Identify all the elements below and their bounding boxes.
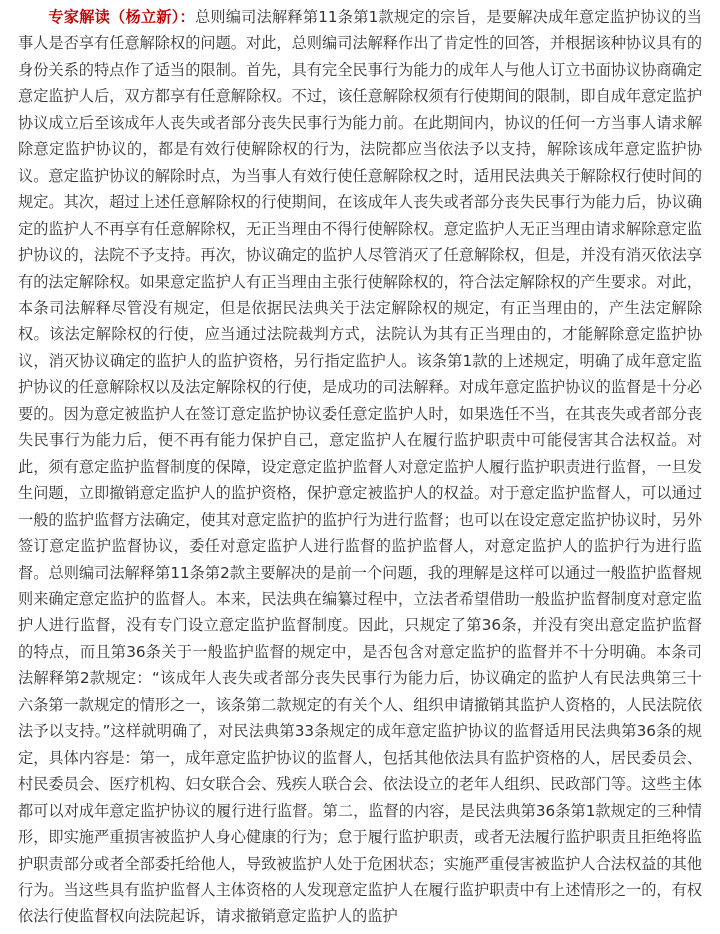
- article-paragraph: [18, 4, 702, 930]
- expert-interpretation-label: 专家解读（杨立新）：: [48, 8, 195, 26]
- article-body-text: 总则编司法解释第11条第1款规定的宗旨，是要解决成年意定监护协议的当事人是否享有任意解除权的问题。对此，总则编司法解释作出了肯定性的回答，并根据该种协议具有的身份关系的特点作了适当的限制。首先，具有完全民事行为能力的成年人与他人订立书面协议协商确定意定监护人后，双方都享有任意解除权。不过，该任意解除权须有行使期间的限制，即自成年意定监护协议成立后至该成年人丧失或者部分丧失民事行为能力前。在此期间内，协议的任何一方当事人请求解除意定监护协议的，都是有效行使解除权的行为，法院都应当依法予以支持，解除该成年意定监护协议。意定监护协议的解除时点，为当事人有效行使任意解除权之时，适用民法典关于解除权行使时间的规定。其次，超过上述任意解除权的行使期间，在该成年人丧失或者部分丧失民事行为能力后，协议确定的监护人不再享有任意解除权，无正当理由不得行使解除权。意定监护人无正当理由请求解除意定监护协议的，法院不予支持。再次，协议确定的监护人尽管消灭了任意解除权，但是，并没有消灭依法享有的法定解除权。如果意定监护人有正当理由主张行使解除权的，符合法定解除权的产生要求。对此，本条司法解释尽管没有规定，但是依据民法典关于法定解除权的规定，有正当理由的，产生法定解除权。该法定解除权的行使，应当通过法院裁判方式，法院认为其有正当理由的，才能解除意定监护协议，消灭协议确定的监护人的监护资格，另行指定监护人。该条第1款的上述规定，明确了成年意定监护协议的任意解除权以及法定解除权的行使，是成功的司法解释。对成年意定监护协议的监督是十分必要的。因为意定被监护人在签订意定监护协议委任意定监护人时，如果选任不当，在其丧失或者部分丧失民事行为能力后，便不再有能力保护自己，意定监护人在履行监护职责中可能侵害其合法权益。对此，须有意定监护监督制度的保障，设定意定监护监督人对意定监护人履行监护职责进行监督，一旦发生问题，立即撤销意定监护人的监护资格，保护意定被监护人的权益。对于意定监护监督人，可以通过一般的监护监督方法确定，使其对意定监护的监护行为进行监督；也可以在设定意定监护协议时，另外签订意定监护监督协议，委任对意定监护人进行监督的监护监督人，对意定监护人的监护行为进行监督。总则编司法解释第11条第2款主要解决的是前一个问题，我的理解是这样可以通过一般监护监督规则来确定意定监护的监督人。本来，民法典在编纂过程中，立法者希望借助一般监护监督制度对意定监护人进行监督，没有专门设立意定监护监督制度。因此，只规定了第36条，并没有突出意定监护监督的特点，而且第36条关于一般监护监督的规定中，是否包含对意定监护的监督并不十分明确。本条司法解释第2款规定：“该成年人丧失或者部分丧失民事行为能力后，协议确定的监护人有民法典第三十六条第一款规定的情形之一，该条第二款规定的有关个人、组织申请撤销其监护人资格的，人民法院依法予以支持。”这样就明确了，对民法典第33条规定的成年意定监护协议的监督适用民法典第36条的规定，具体内容是：第一，成年意定监护协议的监督人，包括其他依法具有监护资格的人，居民委员会、村民委员会、医疗机构、妇女联合会、残疾人联合会、依法设立的老年人组织、民政部门等。这些主体都可以对成年意定监护协议的履行进行监督。第二，监督的内容，是民法典第36条第1款规定的三种情形，即实施严重损害被监护人身心健康的行为；怠于履行监护职责，或者无法履行监护职责且拒绝将监护职责部分或者全部委托给他人，导致被监护人处于危困状态；实施严重侵害被监护人合法权益的其他行为。当这些具有监护监督人主体资格的人发现意定监护人在履行监护职责中有上述情形之一的，有权依法行使监督权向法院起诉，请求撤销意定监护人的监护: [18, 8, 702, 926]
